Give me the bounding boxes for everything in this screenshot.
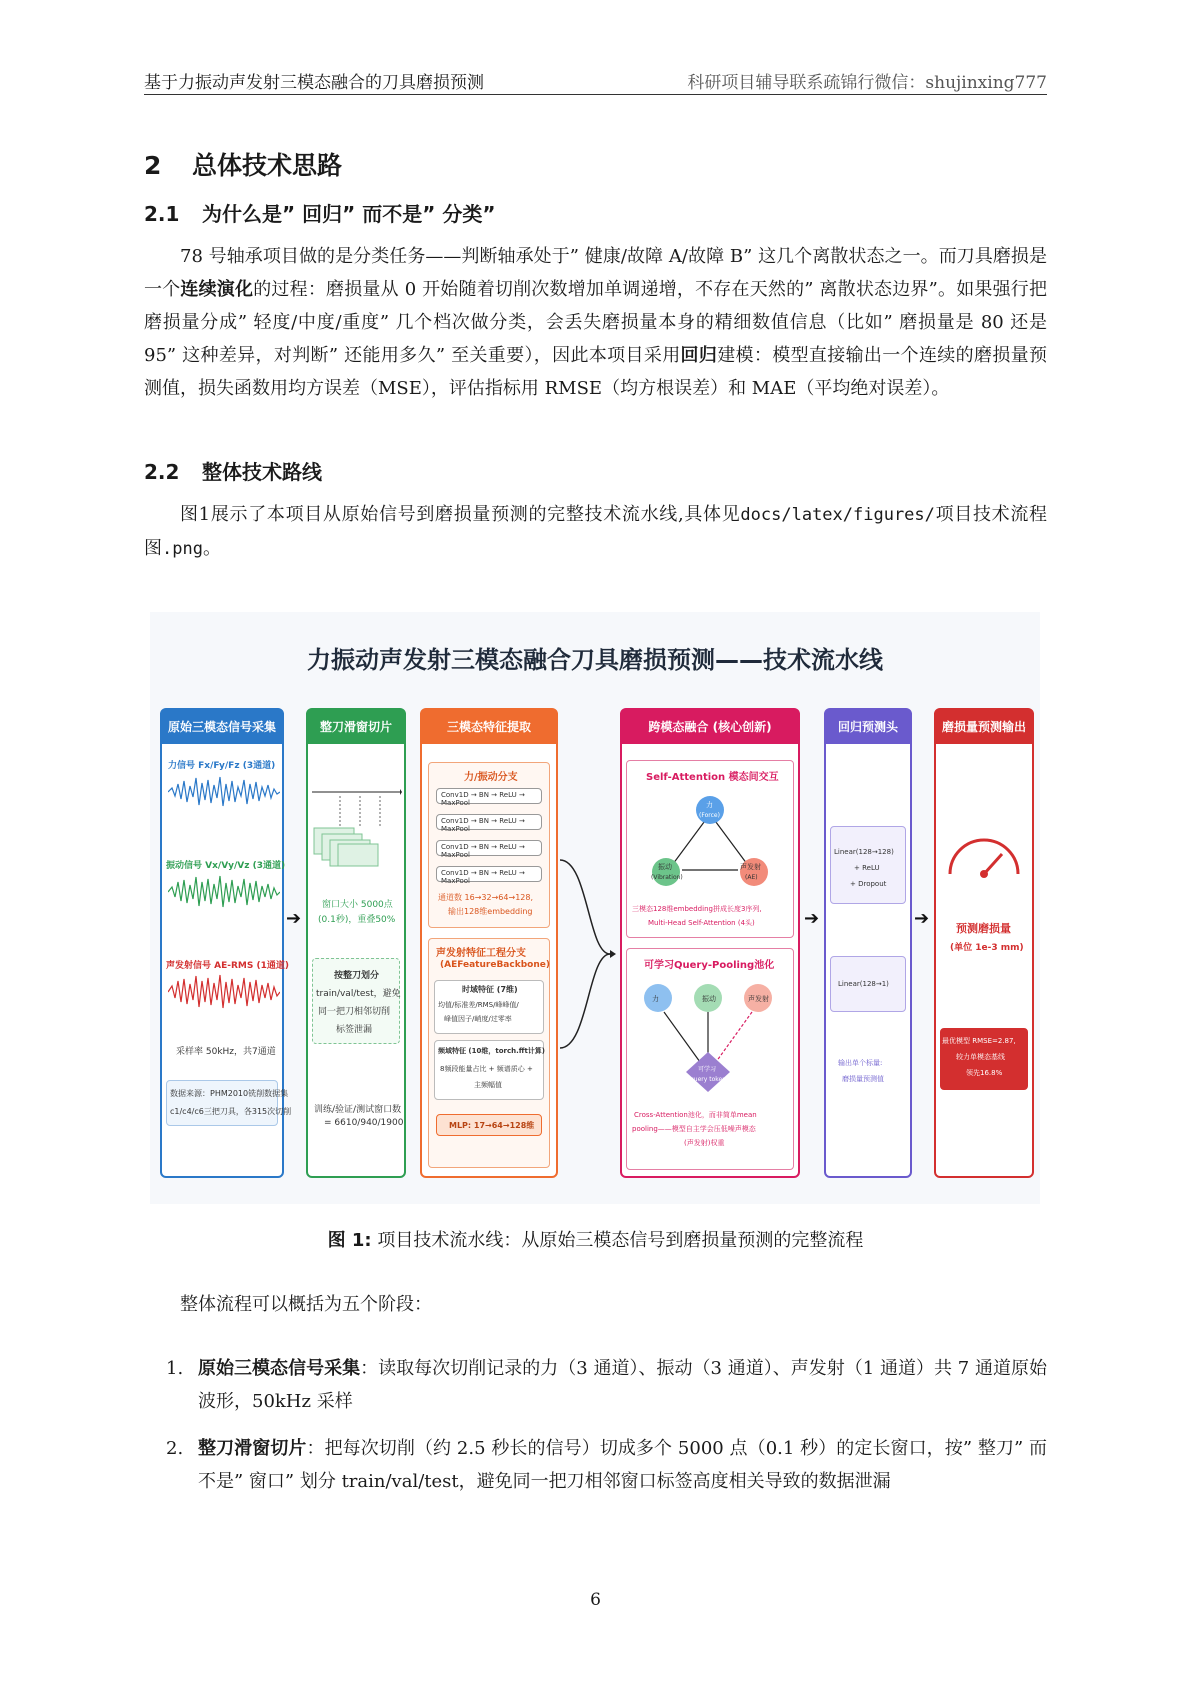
window-size-line1: 窗口大小 5000点 (322, 900, 393, 910)
split-line4: 标签泄漏 (336, 1025, 373, 1035)
subsection-title: 整体技术路线 (202, 460, 322, 484)
ca-desc-line3: (声发射)权重 (684, 1139, 725, 1147)
data-source-box (166, 1080, 278, 1126)
td-line1: 时域特征 (7维) (462, 985, 518, 994)
qp-force: 力 (652, 995, 659, 1003)
query-token-line2: query token (690, 1076, 727, 1083)
vibration-waveform-icon (168, 872, 280, 912)
list-item-text: ：读取每次切削记录的力（3 通道）、振动（3 通道）、声发射（1 通道）共 7 通道原始波形，50kHz 采样 (198, 1358, 1047, 1412)
linear1-label: Linear(128→128) (834, 848, 894, 856)
force-node: 力 (706, 801, 713, 809)
paragraph-regression (144, 240, 1047, 405)
predicted-wear-label: 预测磨损量 (956, 922, 1011, 935)
output-line2: 磨损量预测值 (842, 1075, 884, 1083)
window-size-line2: (0.1秒)，重叠50% (318, 915, 396, 925)
p1-text-d: 建模：模型直接输出一个连续的磨损量预测值，损失函数用均方误差（MSE），评估指标用 RMSE（均方根误差）和 MAE（平均绝对误差）。 (144, 345, 1047, 399)
dropout-label: + Dropout (850, 880, 887, 888)
stage-header: 三模态特征提取 (422, 710, 556, 744)
subsection-number: 2.1 (144, 202, 180, 226)
list-item-title: 原始三模态信号采集 (198, 1358, 361, 1379)
unit-label: (单位 1e-3 mm) (950, 943, 1024, 953)
p1-text-a: 78 号轴承项目做的是分类任务——判断轴承处于” 健康/故障 A/故障 B” 这几个离散状态之一。而刀具磨损是一个 (144, 246, 1047, 300)
qp-vib: 振动 (702, 995, 716, 1003)
gauge-icon (942, 820, 1026, 880)
subsection-number: 2.2 (144, 460, 180, 484)
sliding-window-icon (310, 788, 402, 868)
split-line2: train/val/test，避免 (316, 989, 401, 999)
list-number: 2. (166, 1438, 184, 1459)
section-number: 2 (144, 151, 162, 180)
sa-desc-line2: Multi-Head Self-Attention (4头) (648, 919, 755, 927)
conv-block-2 (436, 814, 542, 833)
list-item (166, 1432, 1047, 1498)
caption-text: 项目技术流水线：从原始三模态信号到磨损量预测的完整流程 (377, 1230, 864, 1251)
conv-block-label: Conv1D → BN → ReLU → MaxPool (441, 817, 525, 833)
linear2-label: Linear(128→1) (838, 980, 889, 988)
stage-header: 回归预测头 (826, 710, 910, 744)
branch1-title: 力/振动分支 (464, 772, 518, 783)
stage-header: 整刀滑窗切片 (308, 710, 404, 744)
sampling-rate: 采样率 50kHz，共7通道 (176, 1047, 276, 1057)
vib-node-en: (Vibration) (651, 874, 683, 881)
mlp-box (436, 1114, 542, 1136)
p2-text-c: 。 (202, 538, 221, 559)
split-line1: 按整刀划分 (334, 971, 380, 981)
force-waveform-icon (168, 772, 280, 812)
arrow-icon: ➔ (286, 908, 302, 929)
vib-node: 振动 (658, 863, 672, 871)
force-node-en: (Force) (699, 812, 720, 819)
ae-node: 声发射 (740, 863, 761, 871)
sa-desc-line1: 三模态128维embedding拼成长度3序列, (632, 905, 762, 913)
ae-signal-label: 声发射信号 AE-RMS (1通道) (166, 961, 289, 971)
split-line3: 同一把刀相邻切削 (318, 1007, 391, 1017)
paragraph-pipeline-intro (144, 498, 1047, 566)
arrow-icon: ➔ (804, 908, 820, 929)
branch2-title-a: 声发射特征工程分支 (436, 948, 526, 959)
list-item-title: 整刀滑窗切片 (198, 1438, 307, 1459)
p1-text-c: 的过程：磨损量从 0 开始随着切削次数增加单调递增，不存在天然的” 离散状态边界”。如果强行把磨损量分成” 轻度/中度/重度” 几个档次做分类，会丢失磨损量本身的精细数值信息（比如” 磨损量是 80 还是 95” 这种差异，对判断” 还能用多久” 至关重要），因此本项目采用 (144, 279, 1048, 366)
conv-block-3 (436, 840, 542, 859)
fusion-connector-icon (558, 858, 618, 1058)
p2-text-a: 图1展示了本项目从原始信号到磨损量预测的完整技术流水线,具体见 (180, 504, 741, 525)
data-source-line1: 数据来源：PHM2010铣削数据集 (170, 1089, 289, 1098)
ca-desc-line2: pooling——模型自主学会压低噪声模态 (632, 1125, 756, 1133)
mlp-label: MLP: 17→64→128维 (449, 1121, 535, 1130)
section-heading (144, 146, 342, 182)
result-line2: 较力单模态基线 (956, 1053, 1005, 1061)
conv-block-label: Conv1D → BN → ReLU → MaxPool (441, 791, 525, 807)
caption-label: 图 1: (327, 1230, 372, 1251)
stage-header: 磨损量预测输出 (936, 710, 1032, 744)
relu-label: + ReLU (854, 864, 880, 872)
arrow-icon: ➔ (914, 908, 930, 929)
list-item (166, 1352, 1047, 1418)
ca-desc-line1: Cross-Attention池化，而非简单mean (634, 1111, 757, 1119)
vibration-signal-label: 振动信号 Vx/Vy/Vz (3通道) (166, 861, 286, 871)
window-count-line2: = 6610/940/1900 (324, 1118, 404, 1128)
list-item-text: ：把每次切削（约 2.5 秒长的信号）切成多个 5000 点（0.1 秒）的定长窗口，按” 整刀” 而不是” 窗口” 划分 train/val/test，避免同一把刀相邻窗口标签高度相关导致的数据泄漏 (198, 1438, 1048, 1492)
fd-line2: 8频段能量占比 + 频谱质心 + (440, 1065, 533, 1073)
list-number: 1. (166, 1358, 184, 1379)
td-line3: 峰值因子/峭度/过零率 (444, 1015, 512, 1023)
subsection-heading-1 (144, 198, 495, 227)
subsection-heading-2 (144, 456, 322, 485)
result-line1: 最优模型 RMSE=2.87, (942, 1037, 1016, 1045)
branch2-title-b: (AEFeatureBackbone) (440, 960, 550, 970)
conv-block-1 (436, 788, 542, 807)
p1-bold-regression: 回归 (680, 345, 718, 366)
paragraph-stages-intro: 整体流程可以概括为五个阶段： (180, 1294, 432, 1315)
stage-header: 原始三模态信号采集 (162, 710, 282, 744)
figure-title: 力振动声发射三模态融合刀具磨损预测——技术流水线 (307, 646, 883, 674)
stage-regression-head (824, 708, 912, 1178)
p1-bold-continuous: 连续演化 (180, 279, 254, 300)
subsection-title: 为什么是” 回归” 而不是” 分类” (202, 202, 496, 226)
td-line2: 均值/标准差/RMS/峰峰值/ (438, 1001, 519, 1009)
ae-node-en: (AE) (745, 874, 758, 881)
stage-header: 跨模态融合 (核心创新) (622, 710, 798, 744)
p2-code-ext: .png (162, 539, 203, 559)
output-line1: 输出单个标量: (838, 1059, 883, 1067)
query-token-line1: 可学习 (698, 1066, 717, 1073)
p2-text-b: 项目技术流程图 (144, 504, 1048, 559)
data-source-line2: c1/c4/c6三把刀具，各315次切削 (170, 1107, 292, 1116)
running-header (144, 64, 1047, 95)
section-title: 总体技术思路 (192, 151, 343, 180)
page-number: 6 (590, 1590, 601, 1610)
fd-line1: 频域特征 (10维，torch.fft计算) (438, 1047, 545, 1055)
qp-ae: 声发射 (748, 995, 769, 1003)
result-line3: 领先16.8% (966, 1069, 1003, 1077)
channels-line1: 通道数 16→32→64→128, (438, 893, 534, 902)
conv-block-label: Conv1D → BN → ReLU → MaxPool (441, 869, 525, 885)
figure-caption (144, 1226, 1047, 1252)
conv-block-4 (436, 866, 542, 885)
channels-line2: 输出128维embedding (448, 907, 533, 916)
header-contact: 科研项目辅导联系疏锦行微信：shujinxing777 (687, 73, 1047, 93)
header-title: 基于力振动声发射三模态融合的刀具磨损预测 (144, 73, 484, 93)
query-pooling-title: 可学习Query-Pooling池化 (644, 960, 775, 971)
window-count-line1: 训练/验证/测试窗口数 (314, 1105, 402, 1115)
conv-block-label: Conv1D → BN → ReLU → MaxPool (441, 843, 525, 859)
p2-code-path: docs/latex/figures/ (740, 505, 935, 525)
ae-waveform-icon (168, 972, 280, 1012)
force-signal-label: 力信号 Fx/Fy/Fz (3通道) (168, 761, 276, 771)
self-attention-title: Self-Attention 模态间交互 (646, 772, 779, 783)
fd-line3: 主频幅值 (474, 1081, 502, 1089)
